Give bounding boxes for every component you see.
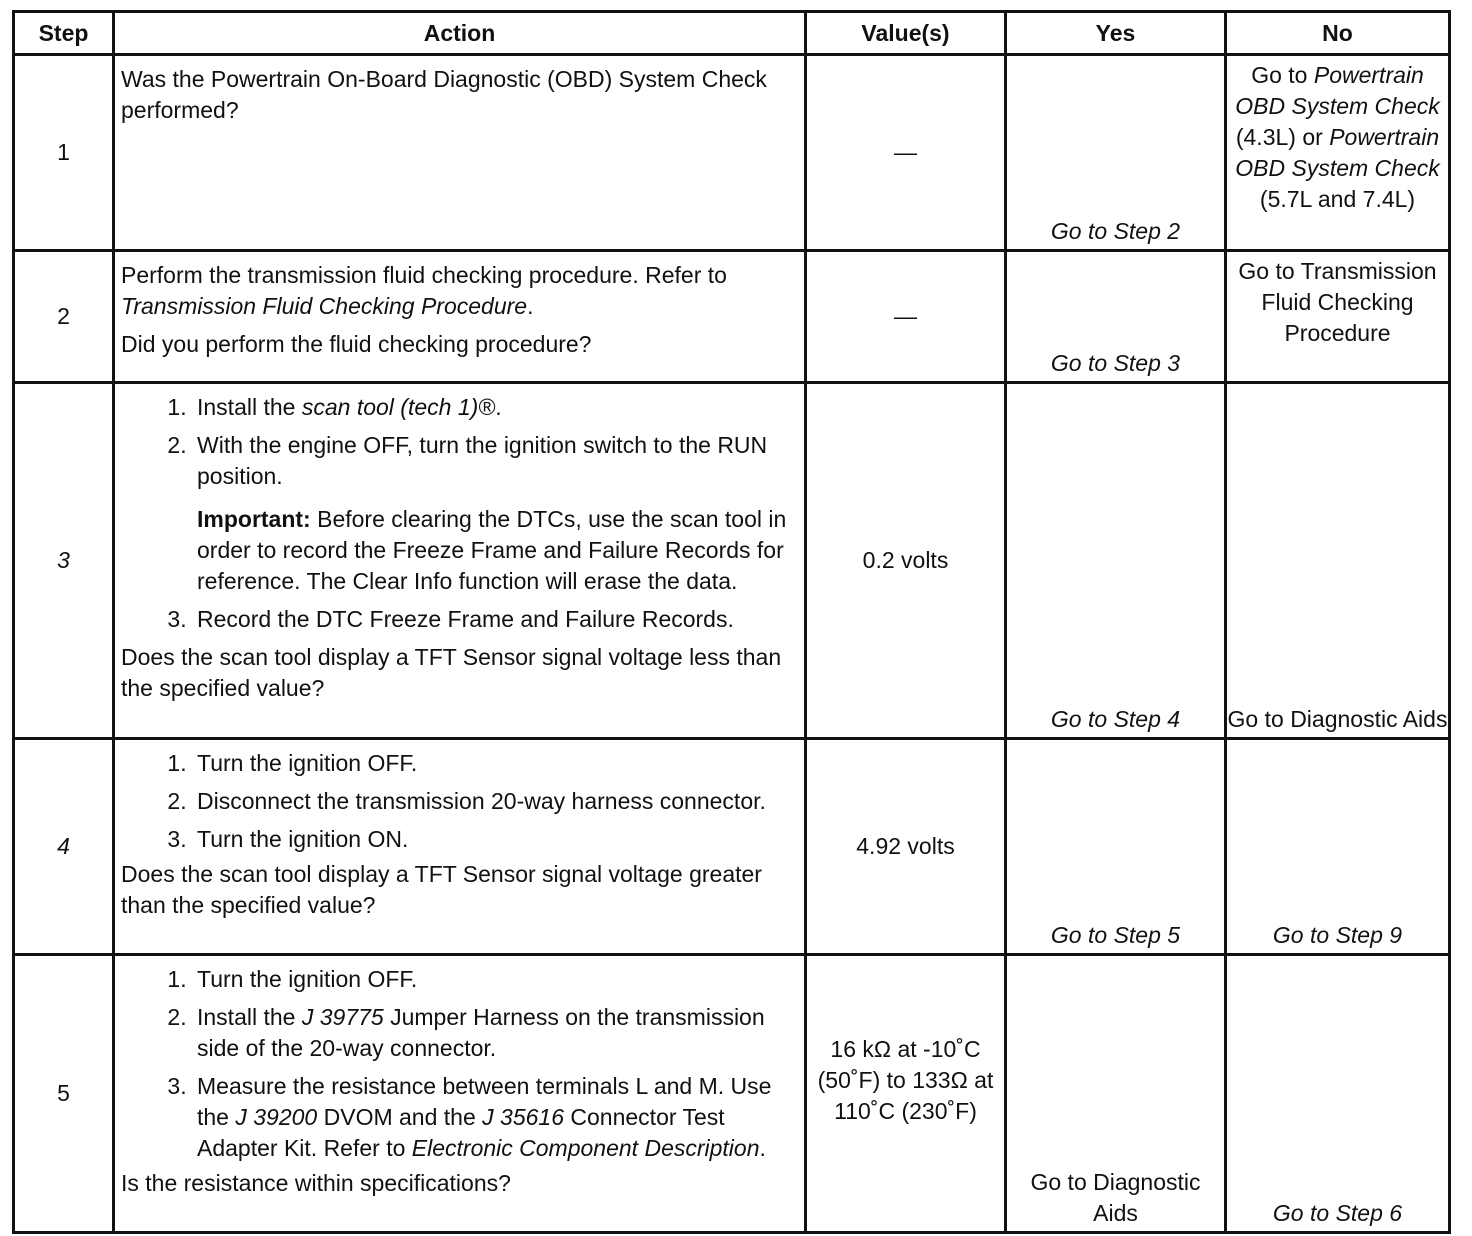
- action-cell: [114, 739, 806, 955]
- action-cell: [114, 251, 806, 383]
- action-cell: [114, 955, 806, 1233]
- important-note: [197, 504, 794, 597]
- no-text: (4.3L) or: [1235, 124, 1330, 150]
- item-text: Measure the resistance between terminals L and M. Use the: [197, 1073, 772, 1130]
- list-item: [193, 1071, 794, 1164]
- no-text: Go to: [1251, 62, 1314, 88]
- important-text: Before clearing the DTCs, use the scan tool in order to record the Freeze Frame and Failure Records for reference. The Clear Info function will erase the data.: [197, 506, 787, 594]
- item-italic-ref: scan tool (tech 1)®: [301, 394, 496, 420]
- action-question: Does the scan tool display a TFT Sensor signal voltage less than the specified value?: [121, 644, 782, 701]
- yes-text: Go to Step 3: [1050, 350, 1181, 376]
- step-number: 5: [14, 955, 114, 1233]
- item-text: Record the DTC Freeze Frame and Failure Records.: [197, 606, 734, 632]
- value-cell: 16 kΩ at -10˚C (50˚F) to 133Ω at 110˚C (230˚F): [806, 955, 1006, 1233]
- list-item: 2. Disconnect the transmission 20-way harness connector.: [193, 786, 794, 817]
- no-text: (5.7L and 7.4L): [1259, 186, 1416, 212]
- table-row: [14, 955, 1450, 1233]
- action-cell: [114, 383, 806, 739]
- item-text: Jumper Harness on the transmission side of the 20-way connector.: [197, 1004, 765, 1061]
- value-cell: —: [806, 55, 1006, 251]
- value-cell: 0.2 volts: [806, 383, 1006, 739]
- action-cell: [114, 55, 806, 251]
- tool-ref: J 39775: [301, 1004, 384, 1030]
- list-item: 3. Turn the ignition ON.: [193, 824, 794, 855]
- item-text: DVOM and the: [317, 1104, 483, 1130]
- list-item: 1. Turn the ignition OFF.: [193, 748, 794, 779]
- no-cell: [1226, 55, 1450, 251]
- no-cell: [1226, 955, 1450, 1233]
- diagnostic-table: [12, 10, 1451, 1234]
- item-text: Install the: [197, 1004, 302, 1030]
- action-question: Does the scan tool display a TFT Sensor signal voltage greater than the specified value?: [121, 861, 762, 918]
- step-number: 4: [14, 739, 114, 955]
- yes-cell: [1006, 251, 1226, 383]
- item-text: .: [495, 394, 502, 420]
- yes-cell: Go to Diagnostic Aids: [1006, 955, 1226, 1233]
- header-no: No: [1226, 12, 1450, 55]
- list-item: [193, 604, 794, 635]
- yes-text: Go to Step 2: [1050, 218, 1181, 244]
- yes-cell: [1006, 55, 1226, 251]
- list-item: 1. Turn the ignition OFF.: [193, 964, 794, 995]
- no-text: Go to Step 6: [1272, 1200, 1403, 1226]
- action-italic-ref: Transmission Fluid Checking Procedure: [121, 293, 528, 319]
- header-action: Action: [114, 12, 806, 55]
- item-text: With the engine OFF, turn the ignition switch to the RUN position.: [197, 432, 768, 489]
- item-text: Install the: [197, 394, 302, 420]
- no-italic-ref: Powertrain OBD System Check: [1235, 62, 1440, 119]
- no-italic-ref: Powertrain OBD System Check: [1235, 124, 1440, 181]
- tool-ref: J 35616: [482, 1104, 565, 1130]
- action-text-part: .: [527, 293, 534, 319]
- table-row: [14, 55, 1450, 251]
- header-row: [14, 12, 1450, 55]
- action-text: [121, 260, 794, 322]
- yes-cell: [1006, 739, 1226, 955]
- action-question: Is the resistance within specifications?: [121, 1170, 511, 1196]
- list-item: [193, 392, 794, 423]
- action-steps: [121, 392, 794, 635]
- table-row: [14, 383, 1450, 739]
- item-text: Connector Test Adapter Kit. Refer to: [197, 1104, 725, 1161]
- value-cell: —: [806, 251, 1006, 383]
- doc-ref: Electronic Component Description: [411, 1135, 760, 1161]
- no-text: Go to Step 9: [1272, 922, 1403, 948]
- table-row: [14, 251, 1450, 383]
- value-cell: 4.92 volts: [806, 739, 1006, 955]
- tool-ref: J 39200: [235, 1104, 318, 1130]
- action-question: Was the Powertrain On-Board Diagnostic (OBD) System Check performed?: [121, 66, 767, 123]
- no-cell: Go to Transmission Fluid Checking Procedure: [1226, 251, 1450, 383]
- action-steps: [121, 964, 794, 1164]
- step-number: 2: [14, 251, 114, 383]
- header-values: Value(s): [806, 12, 1006, 55]
- step-number: 3: [14, 383, 114, 739]
- header-yes: Yes: [1006, 12, 1226, 55]
- action-steps: [121, 748, 794, 855]
- list-item: [193, 430, 794, 597]
- yes-text: Go to Step 4: [1050, 706, 1181, 732]
- yes-text: Go to Step 5: [1050, 922, 1181, 948]
- list-item: [193, 1002, 794, 1064]
- action-text-part: Perform the transmission fluid checking procedure. Refer to: [121, 262, 727, 288]
- table-row: [14, 739, 1450, 955]
- no-cell: [1226, 739, 1450, 955]
- action-question: Did you perform the fluid checking procedure?: [121, 331, 592, 357]
- yes-cell: [1006, 383, 1226, 739]
- item-text: .: [759, 1135, 766, 1161]
- step-number: 1: [14, 55, 114, 251]
- header-step: Step: [14, 12, 114, 55]
- important-label: Important:: [197, 506, 311, 532]
- no-cell: Go to Diagnostic Aids: [1226, 383, 1450, 739]
